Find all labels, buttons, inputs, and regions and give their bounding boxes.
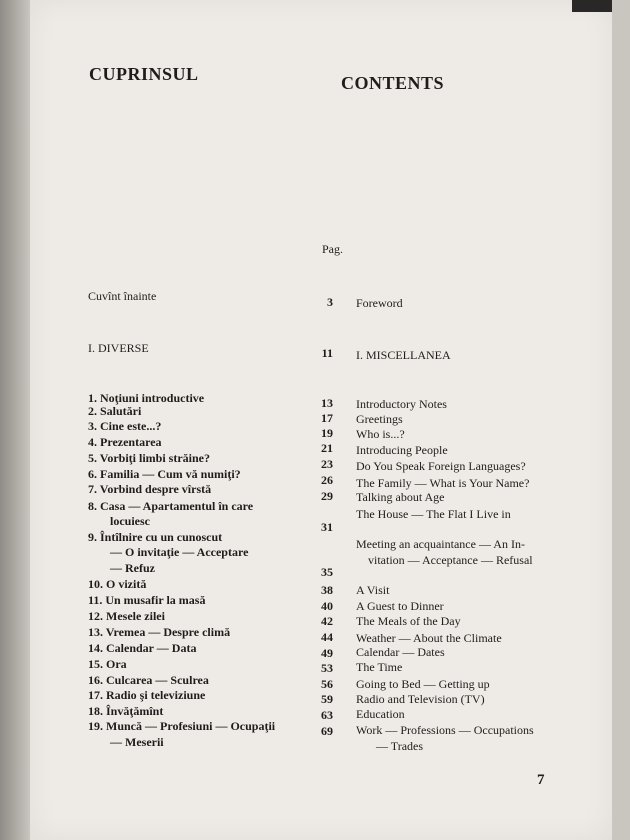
entry-romanian: 18. Învăţămînt	[88, 704, 164, 718]
entry-page-number: 59	[321, 692, 333, 706]
entry-english: Introducing People	[356, 443, 448, 457]
entry-romanian: 1. Noţiuni introductive	[88, 391, 205, 405]
entry-romanian: 12. Mesele zilei	[88, 609, 165, 623]
entry-english: Going to Bed — Getting up	[356, 677, 490, 691]
entry-romanian: 2. Salutări	[88, 404, 142, 418]
entry-english: Talking about Age	[356, 490, 445, 504]
entry-page-number: 35	[321, 565, 333, 579]
entry-page-number: 53	[321, 661, 333, 675]
entry-page-number: 38	[321, 583, 333, 597]
entry-english: A Visit	[356, 583, 390, 597]
entry-english: Do You Speak Foreign Languages?	[356, 459, 526, 473]
entry-romanian: 7. Vorbind despre vîrstă	[88, 482, 212, 496]
entry-page-number: 11	[321, 346, 333, 360]
entry-romanian: 14. Calendar — Data	[88, 641, 197, 655]
romanian-title: CUPRINSUL	[89, 64, 199, 84]
entry-english: The Family — What is Your Name?	[356, 476, 530, 490]
entry-romanian: Cuvînt înainte	[88, 289, 157, 303]
entry-romanian: 8. Casa — Apartamentul în care	[88, 499, 254, 513]
entry-page-number: 29	[321, 489, 333, 503]
entry-romanian: — Meserii	[110, 735, 164, 749]
entry-english: vitation — Acceptance — Refusal	[368, 553, 533, 567]
entry-romanian: — O invitaţie — Acceptare	[110, 545, 249, 559]
entry-page-number: 40	[321, 599, 333, 613]
entry-english: Meeting an acquaintance — An In-	[356, 537, 525, 551]
entry-english: The Meals of the Day	[356, 614, 461, 628]
entry-page-number: 23	[321, 457, 333, 471]
entry-page-number: 56	[321, 677, 333, 691]
page-column-label: Pag.	[322, 242, 343, 256]
entry-romanian: 13. Vremea — Despre climă	[88, 625, 231, 639]
entry-romanian: 11. Un musafir la masă	[88, 593, 206, 607]
entry-page-number: 42	[321, 614, 333, 628]
entry-page-number: 26	[321, 473, 333, 487]
entry-english: Introductory Notes	[356, 397, 447, 411]
entry-english: Greetings	[356, 412, 403, 426]
entry-romanian: — Refuz	[110, 561, 155, 575]
entry-romanian: 5. Vorbiţi limbi străine?	[88, 451, 211, 465]
entry-english: — Trades	[376, 739, 424, 753]
entry-romanian: 4. Prezentarea	[88, 435, 162, 449]
entry-romanian: 6. Familia — Cum vă numiţi?	[88, 467, 241, 481]
entry-page-number: 3	[327, 295, 333, 309]
entry-english: Education	[356, 707, 405, 721]
entry-english: The Time	[356, 660, 403, 674]
english-title: CONTENTS	[341, 73, 445, 93]
entry-romanian: locuiesc	[110, 514, 150, 528]
entry-page-number: 17	[321, 411, 333, 425]
entry-english: Who is...?	[356, 427, 405, 441]
entry-page-number: 69	[321, 724, 333, 738]
entry-page-number: 49	[321, 646, 333, 660]
entry-english: Foreword	[356, 296, 403, 310]
entry-english: Calendar — Dates	[356, 645, 445, 659]
entry-romanian: I. DIVERSE	[88, 341, 149, 355]
entry-page-number: 44	[321, 630, 333, 644]
entry-page-number: 63	[321, 708, 333, 722]
page-number: 7	[537, 772, 545, 788]
entry-romanian: 17. Radio şi televiziune	[88, 688, 206, 702]
entry-english: The House — The Flat I Live in	[356, 507, 511, 521]
entry-romanian: 10. O vizită	[88, 577, 147, 591]
entry-romanian: 15. Ora	[88, 657, 127, 671]
background-corner	[572, 0, 612, 12]
entry-english: Radio and Television (TV)	[356, 692, 485, 706]
entry-page-number: 31	[321, 520, 333, 534]
entry-english: Work — Professions — Occupations	[356, 723, 534, 737]
page-binding-edge	[0, 0, 30, 840]
entry-english: I. MISCELLANEA	[356, 348, 451, 362]
entry-page-number: 21	[321, 441, 333, 455]
entry-page-number: 19	[321, 426, 333, 440]
entry-romanian: 3. Cine este...?	[88, 419, 162, 433]
entry-page-number: 13	[321, 396, 333, 410]
entry-romanian: 9. Întîlnire cu un cunoscut	[88, 530, 223, 544]
entry-romanian: 19. Muncă — Profesiuni — Ocupaţii	[88, 719, 276, 733]
entry-romanian: 16. Culcarea — Sculrea	[88, 673, 209, 687]
entry-english: A Guest to Dinner	[356, 599, 444, 613]
entry-english: Weather — About the Climate	[356, 631, 502, 645]
